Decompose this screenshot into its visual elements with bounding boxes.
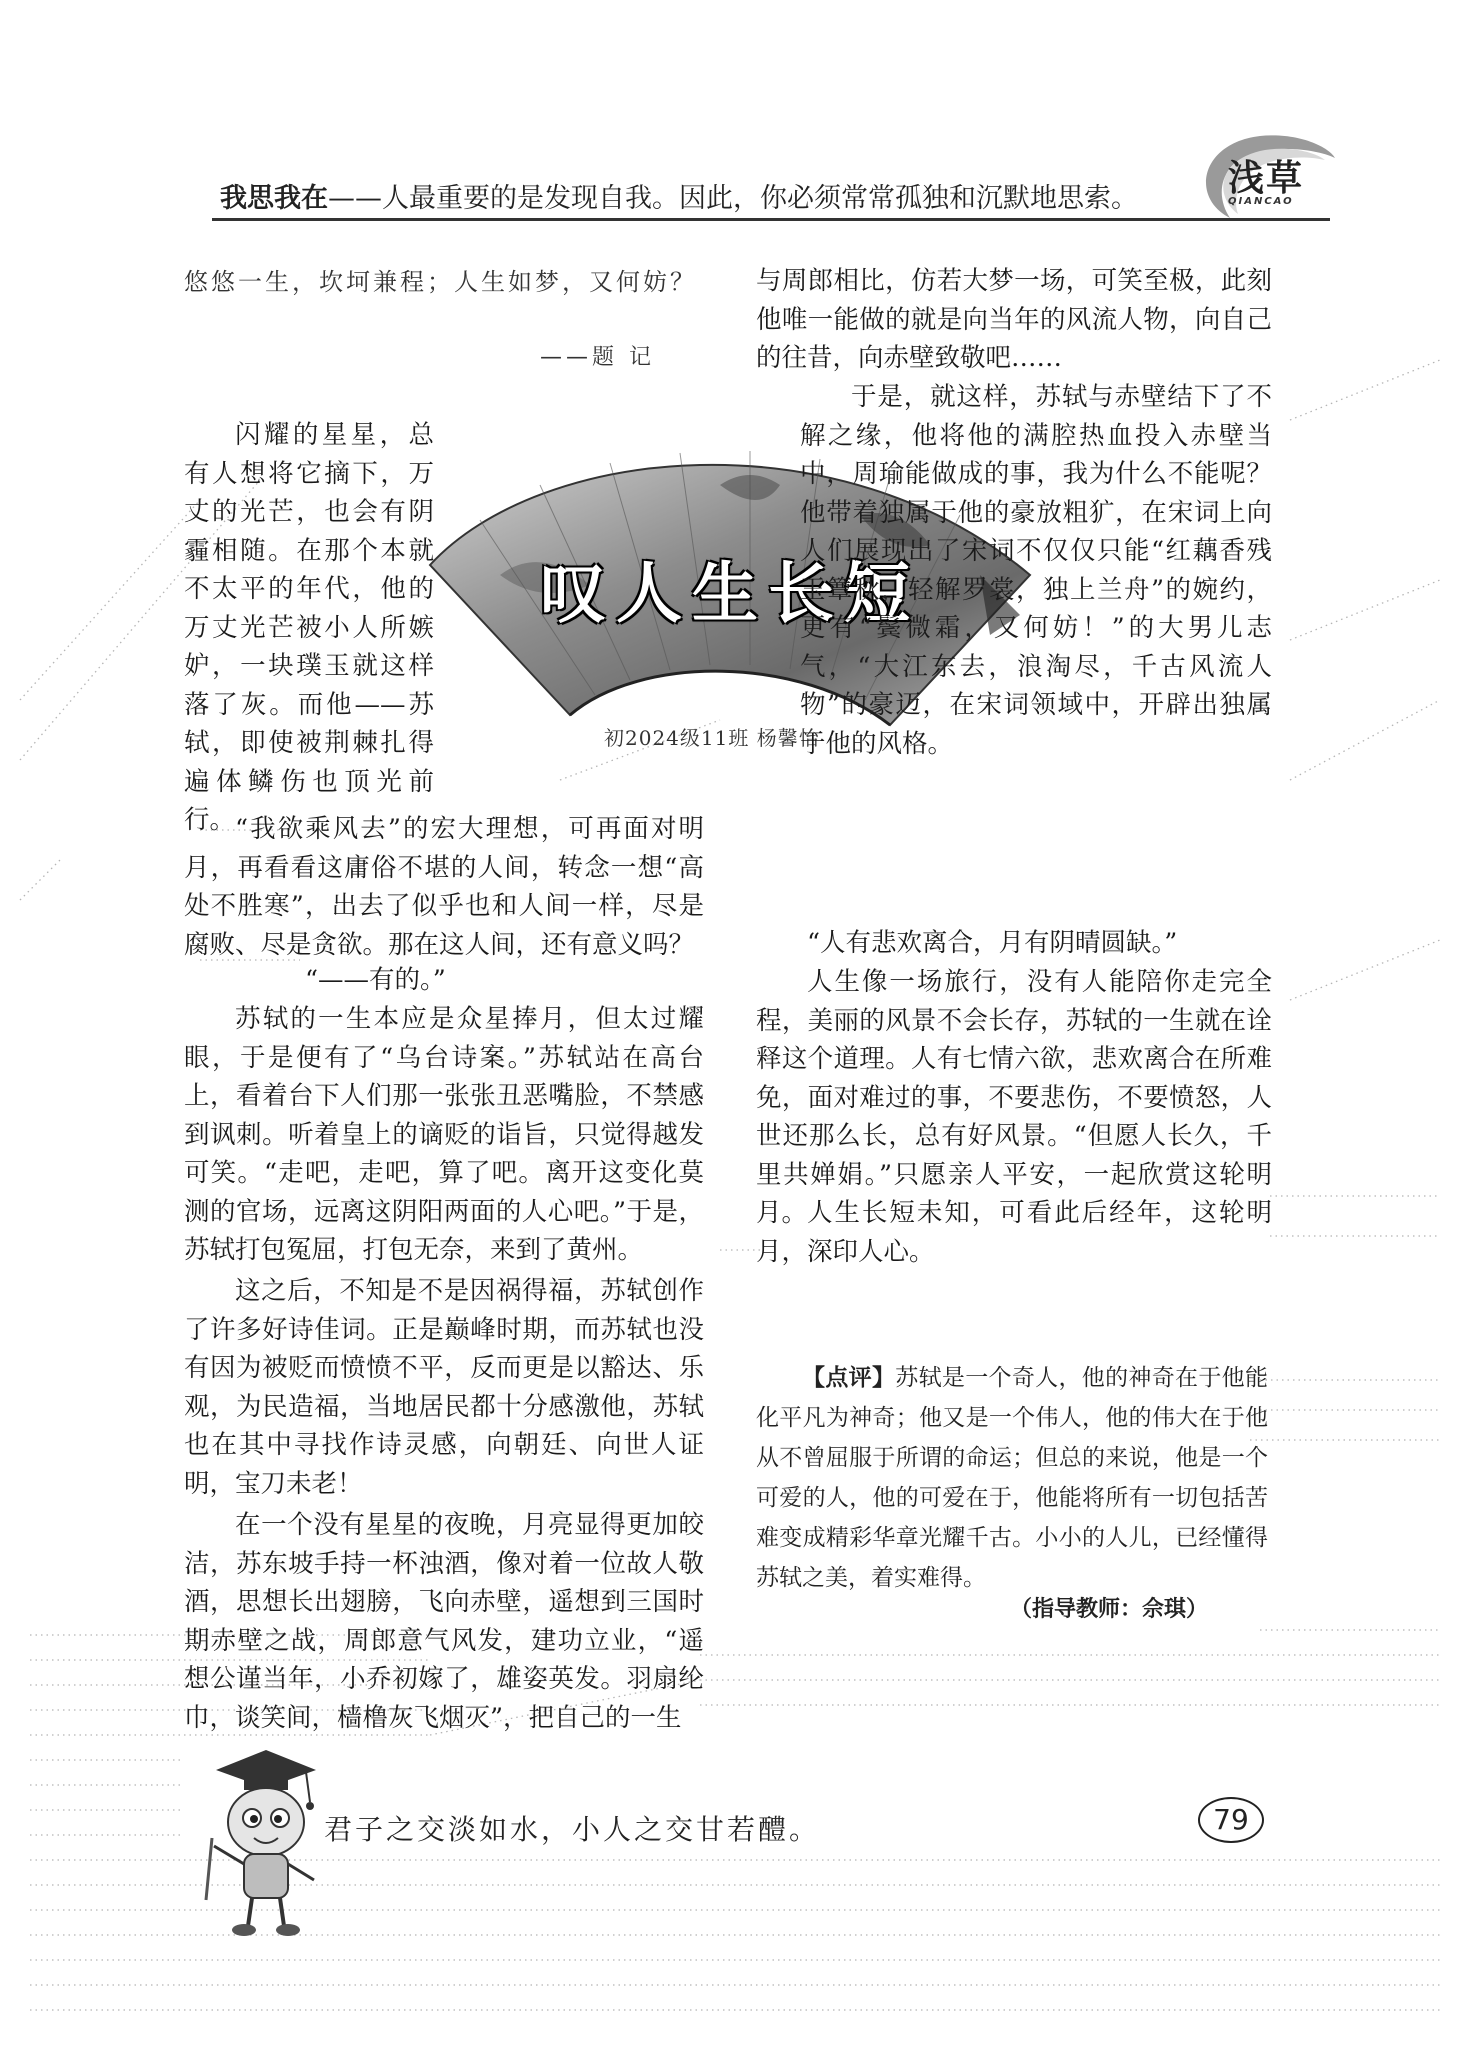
essay-paragraph: “——有的。” — [305, 965, 446, 995]
essay-paragraph: 于是，就这样，苏轼与赤壁结下了不解之缘，他将他的满腔热血投入赤壁当中，周瑜能做成的事，我为什么不能呢？他带着独属于他的豪放粗犷，在宋词上向人们展现出了宋词不仅仅只能“红藕香残玉簟秋，轻解罗裳，独上兰舟”的婉约，更有“鬓微霜，又何妨！”的大男儿志气，“大江东去，浪淘尽，千古风流人物”的豪迈，在宋词领域中，开辟出独属于他的风格。 — [800, 382, 1272, 759]
essay-paragraph: 闪耀的星星，总有人想将它摘下，万丈的光芒，也会有阴霾相随。在那个本就不太平的年代，他的万丈光芒被小人所嫉妒，一块璞玉就这样落了灰。而他——苏轼，即使被荆棘扎得遍体鳞伤也顶光前行。 — [184, 420, 434, 835]
header-quote: ——人最重要的是发现自我。因此，你必须常常孤独和沉默地思索。 — [328, 183, 1138, 214]
footer-proverb: 君子之交淡如水，小人之交甘若醴。 — [324, 1813, 821, 1846]
essay-paragraph: “我欲乘风去”的宏大理想，可再面对明月，再看看这庸俗不堪的人间，转念一想“高处不胜寒”，出去了似乎也和人间一样，尽是腐败、尽是贪欲。那在这人间，还有意义吗？ — [184, 814, 704, 960]
epigraph-signature: ——题 记 — [540, 345, 655, 370]
essay-paragraph: “人有悲欢离合，月有阴晴圆缺。” — [807, 928, 1178, 958]
page-number: 79 — [1198, 1797, 1264, 1843]
instructor-credit: （指导教师：佘琪） — [1010, 1597, 1209, 1622]
page-header — [220, 176, 1180, 216]
essay-paragraph: 这之后，不知是不是因祸得福，苏轼创作了许多好诗佳词。正是巅峰时期，而苏轼也没有因为被贬而愤愤不平，反而更是以豁达、乐观，为民造福，当地居民都十分感激他，苏轼也在其中寻找作诗灵感，向朝廷、向世人证明，宝刀未老！ — [184, 1276, 704, 1499]
essay-paragraph: 苏轼的一生本应是众星捧月，但太过耀眼，于是便有了“乌台诗案。”苏轼站在高台上，看着台下人们那一张张丑恶嘴脸，不禁感到讽刺。听着皇上的谪贬的诣旨，只觉得越发可笑。“走吧，走吧，算了吧。离开这变化莫测的官场，远离这阴阳两面的人心吧。”于是，苏轼打包冤屈，打包无奈，来到了黄州。 — [184, 1004, 704, 1265]
essay-paragraph: 人生像一场旅行，没有人能陪你走完全程，美丽的风景不会长存，苏轼的一生就在诠释这个道理。人有七情六欲，悲欢离合在所难免，面对难过的事，不要悲伤，不要愤怒，人世还那么长，总有好风景。“但愿人长久，千里共婵娟。”只愿亲人平安，一起欣赏这轮明月。 — [756, 967, 1272, 1228]
essay-paragraph: 与周郎相比，仿若大梦一场，可笑至极，此刻他唯一能做的就是向当年的风流人物，向自己的往昔，向赤壁致敬吧…… — [756, 266, 1272, 373]
essay-author: 初2024级11班 杨馨怡 — [604, 726, 820, 750]
header-motto: 我思我在 — [220, 183, 328, 214]
graduate-mascot-illustration — [186, 1740, 336, 1940]
comment-tag: 【点评】 — [802, 1365, 896, 1391]
magazine-logo-subtitle: QIANCAO — [1228, 196, 1294, 207]
essay-paragraph: 人生长短未知，可看此后经年，这轮明月，深印人心。 — [756, 1198, 1272, 1267]
essay-title: 叹人生长短 — [540, 554, 920, 632]
comment-text: 苏轼是一个奇人，他的神奇在于他能化平凡为神奇；他又是一个伟人，他的伟大在于他从不曾屈服于所谓的命运；但总的来说，他是一个可爱的人，他的可爱在于，他能将所有一切包括苦难变成精彩华章光耀千古。小小的人儿，已经懂得苏轼之美，着实难得。 — [756, 1365, 1269, 1591]
essay-paragraph: 在一个没有星星的夜晚，月亮显得更加皎洁，苏东坡手持一杯浊酒，像对着一位故人敬酒，思想长出翅膀，飞向赤壁，遥想到三国时期赤壁之战，周郎意气风发，建功立业，“遥想公谨当年，小乔初嫁了，雄姿英发。羽扇纶巾，谈笑间，樯橹灰飞烟灭”，把自己的一生 — [184, 1510, 704, 1733]
epigraph: 悠悠一生，坎坷兼程；人生如梦，又何妨？ — [184, 268, 697, 296]
header-rule — [212, 218, 1330, 221]
teacher-comment — [756, 1358, 1268, 1598]
magazine-logo-text: 浅草 — [1228, 158, 1305, 199]
